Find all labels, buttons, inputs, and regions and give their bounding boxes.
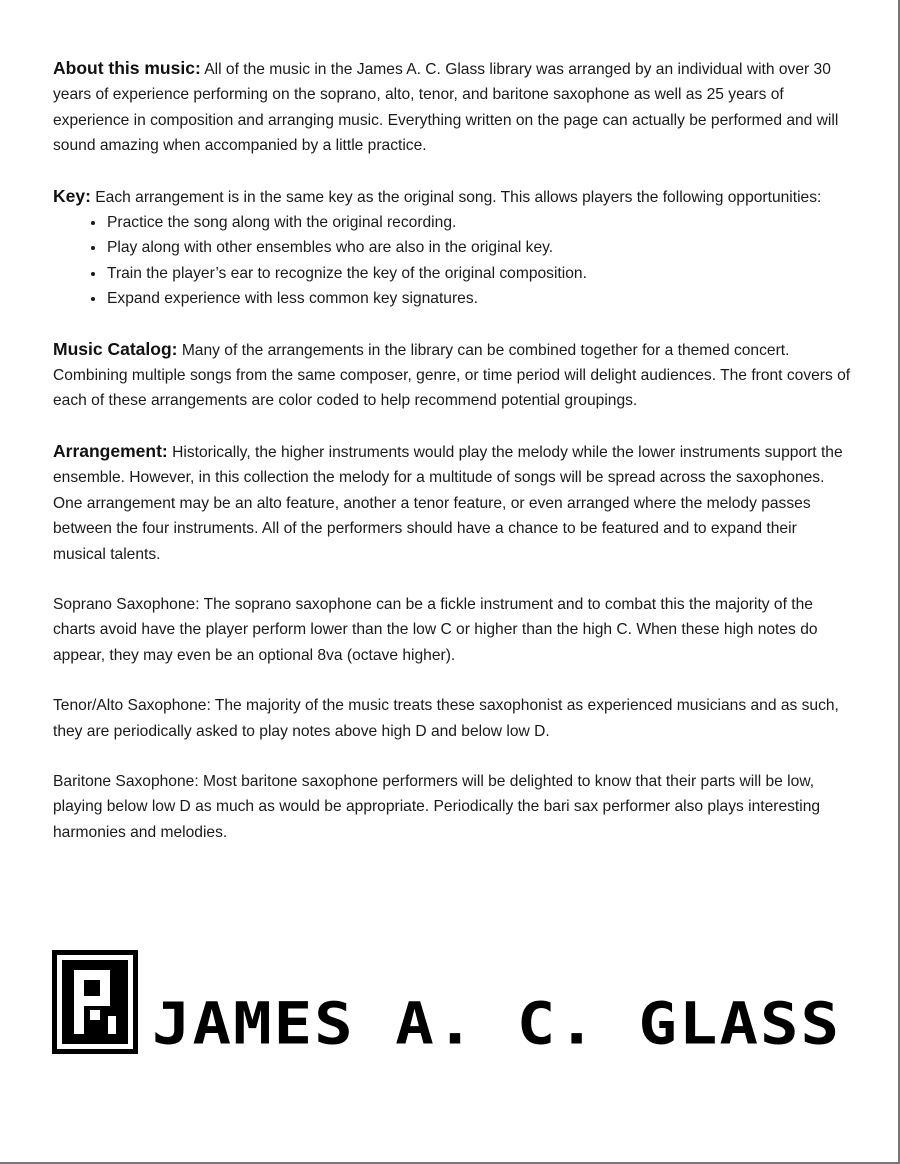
about-text: All of the music in the James A. C. Glass library was arranged by an individual with over 30 years of experience performing on the soprano, alto, tenor, and baritone saxophone as well as 25 years of experience in composition and arranging music. Everything written on the page can actually be performed and will sound amazing when accompanied by a little practice.	[53, 61, 839, 155]
section-music-catalog	[53, 337, 853, 414]
soprano-text: Soprano Saxophone: The soprano saxophone can be a fickle instrument and to combat this the majority of the charts avoid have the player perform lower than the low C or higher than the high C. When these high notes do appear, they may even be an optional 8va (octave higher).	[53, 595, 818, 664]
key-text: Each arrangement is in the same key as the original song. This allows players the following opportunities:	[95, 188, 822, 206]
tenor-alto-text: Tenor/Alto Saxophone: The majority of the music treats these saxophonist as experienced musicians and as such, they are periodically asked to play notes above high D and below low D.	[53, 697, 839, 740]
section-about	[53, 56, 853, 159]
tenor-alto-paragraph	[53, 693, 853, 744]
document-body	[53, 56, 853, 870]
key-heading: Key:	[53, 185, 91, 206]
baritone-text: Baritone Saxophone: Most baritone saxophone performers will be delighted to know that their parts will be low, playing below low D as much as would be appropriate. Periodically the bari sax performer also plays interesting harmonies and melodies.	[53, 772, 821, 841]
baritone-paragraph	[53, 769, 853, 845]
section-key	[53, 184, 853, 312]
pixel-a-monogram-icon	[52, 950, 138, 1054]
catalog-text: Many of the arrangements in the library can be combined together for a themed concert. Combining multiple songs from the same composer, genre, or time period will delight audiences. The front covers of each of these arrangements are color coded to help recommend potential groupings.	[53, 341, 851, 410]
key-bullet-item: • Practice the song along with the original recording.	[106, 210, 853, 235]
arrangement-paragraph	[53, 439, 853, 567]
catalog-heading: Music Catalog:	[53, 338, 178, 359]
about-paragraph	[53, 56, 853, 159]
key-bullet-item: • Expand experience with less common key signatures.	[106, 286, 853, 311]
about-heading: About this music:	[53, 58, 201, 78]
soprano-paragraph	[53, 592, 853, 668]
logo-wordmark: JAMES A. C. GLASS	[152, 991, 842, 1059]
key-bullet-item: • Play along with other ensembles who are also in the original key.	[106, 235, 853, 260]
key-paragraph	[53, 184, 853, 210]
key-bullet-list	[53, 210, 853, 312]
section-arrangement	[53, 439, 853, 567]
key-bullet-item: • Train the player’s ear to recognize the key of the original composition.	[106, 261, 853, 286]
arrangement-heading: Arrangement:	[53, 440, 168, 461]
arrangement-text: Historically, the higher instruments would play the melody while the lower instruments support the ensemble. However, in this collection the melody for a multitude of songs will be spread across the saxophones. One arrangement may be an alto feature, another a tenor feature, or even arranged where the melody passes between the four instruments. All of the performers should have a chance to be featured and to expand their musical talents.	[53, 443, 843, 563]
catalog-paragraph	[53, 337, 853, 414]
brand-logo	[52, 950, 842, 1060]
